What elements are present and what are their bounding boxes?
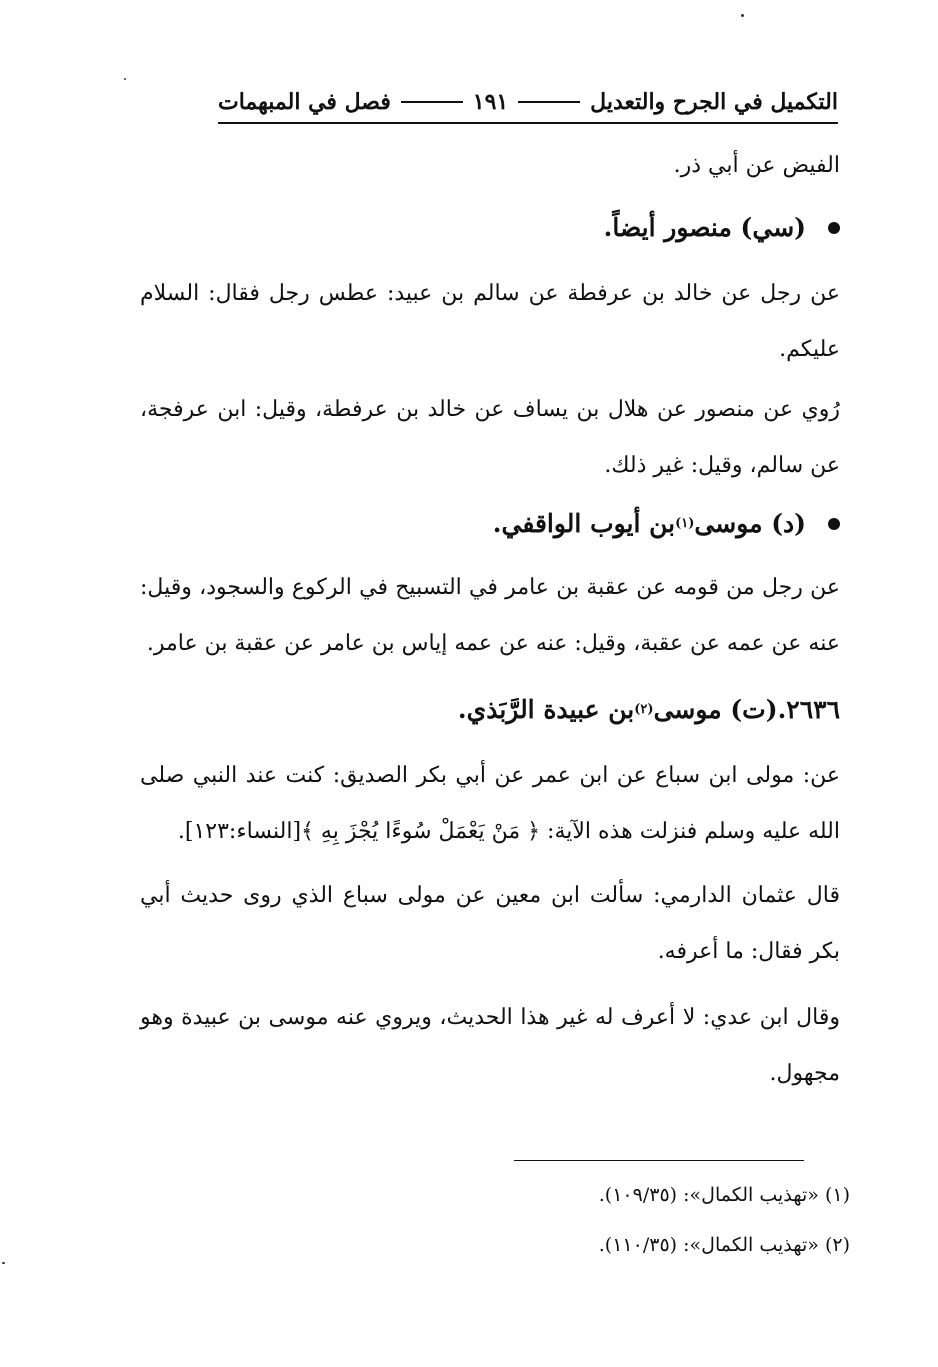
- entry-heading-suffix: بن عبيدة الرَّبَذي.: [457, 695, 635, 724]
- footnote: (٢) «تهذيب الكمال»: (١١٠/٣٥).: [598, 1234, 850, 1256]
- entry-heading: [140, 208, 840, 248]
- entry-paragraph: قال عثمان الدارمي: سألت ابن معين عن مولى سباع الذي روى حديث أبي بكر فقال: ما أعرفه.: [140, 883, 840, 964]
- entry-heading-suffix: بن أيوب الواقفي.: [492, 509, 676, 538]
- section-title: فصل في المبهمات: [217, 89, 391, 115]
- scan-speck: [741, 14, 744, 17]
- scan-speck: [124, 78, 126, 80]
- bullet-icon: [828, 222, 840, 234]
- entry-paragraph: عن: مولى ابن سباع عن ابن عمر عن أبي بكر الصديق: كنت عند النبي صلى الله عليه وسلم فنزلت هذه الآية: ﴿ مَنْ يَعْمَلْ سُوءًا يُجْزَ بِهِ ﴾[النساء:١٢٣].: [140, 763, 840, 844]
- header-dash: [518, 101, 580, 103]
- book-title: التكميل في الجرح والتعديل: [590, 89, 838, 115]
- entry-heading-prefix: (د) موسى: [694, 509, 806, 538]
- footnote-ref: (٢): [634, 702, 654, 717]
- entry-heading: [140, 504, 840, 544]
- header-dash: [401, 101, 463, 103]
- running-header: [218, 82, 838, 124]
- entry-paragraph: عن رجل عن خالد بن عرفطة عن سالم بن عبيد: عطس رجل فقال: السلام عليكم.: [140, 281, 840, 362]
- entry-paragraph: رُوي عن منصور عن هلال بن يساف عن خالد بن عرفطة، وقيل: ابن عرفجة، عن سالم، وقيل: غير ذلك.: [140, 397, 840, 478]
- entry-paragraph: وقال ابن عدي: لا أعرف له غير هذا الحديث، ويروي عنه موسى بن عبيدة وهو مجهول.: [140, 1005, 840, 1086]
- intro-line: الفيض عن أبي ذر.: [673, 153, 840, 178]
- bullet-icon: [828, 518, 840, 530]
- entry-heading: [140, 690, 840, 730]
- entry-heading-text: (سي) منصور أيضاً.: [603, 213, 806, 242]
- footnote-separator: [514, 1160, 804, 1161]
- entry-number: ٢٦٣٦.: [777, 695, 840, 724]
- footnote-ref: (١): [675, 516, 695, 531]
- entry-paragraph: عن رجل من قومه عن عقبة بن عامر في التسبيح في الركوع والسجود، وقيل: عنه عن عمه عن عقبة، وقيل: عنه عن عمه إياس بن عامر عن عقبة بن عامر.: [140, 575, 840, 656]
- page-number: ١٩١: [472, 89, 509, 115]
- scan-speck: [2, 1262, 5, 1264]
- footnote: (١) «تهذيب الكمال»: (١٠٩/٣٥).: [598, 1184, 850, 1206]
- entry-heading-prefix: (ت) موسى: [653, 695, 778, 724]
